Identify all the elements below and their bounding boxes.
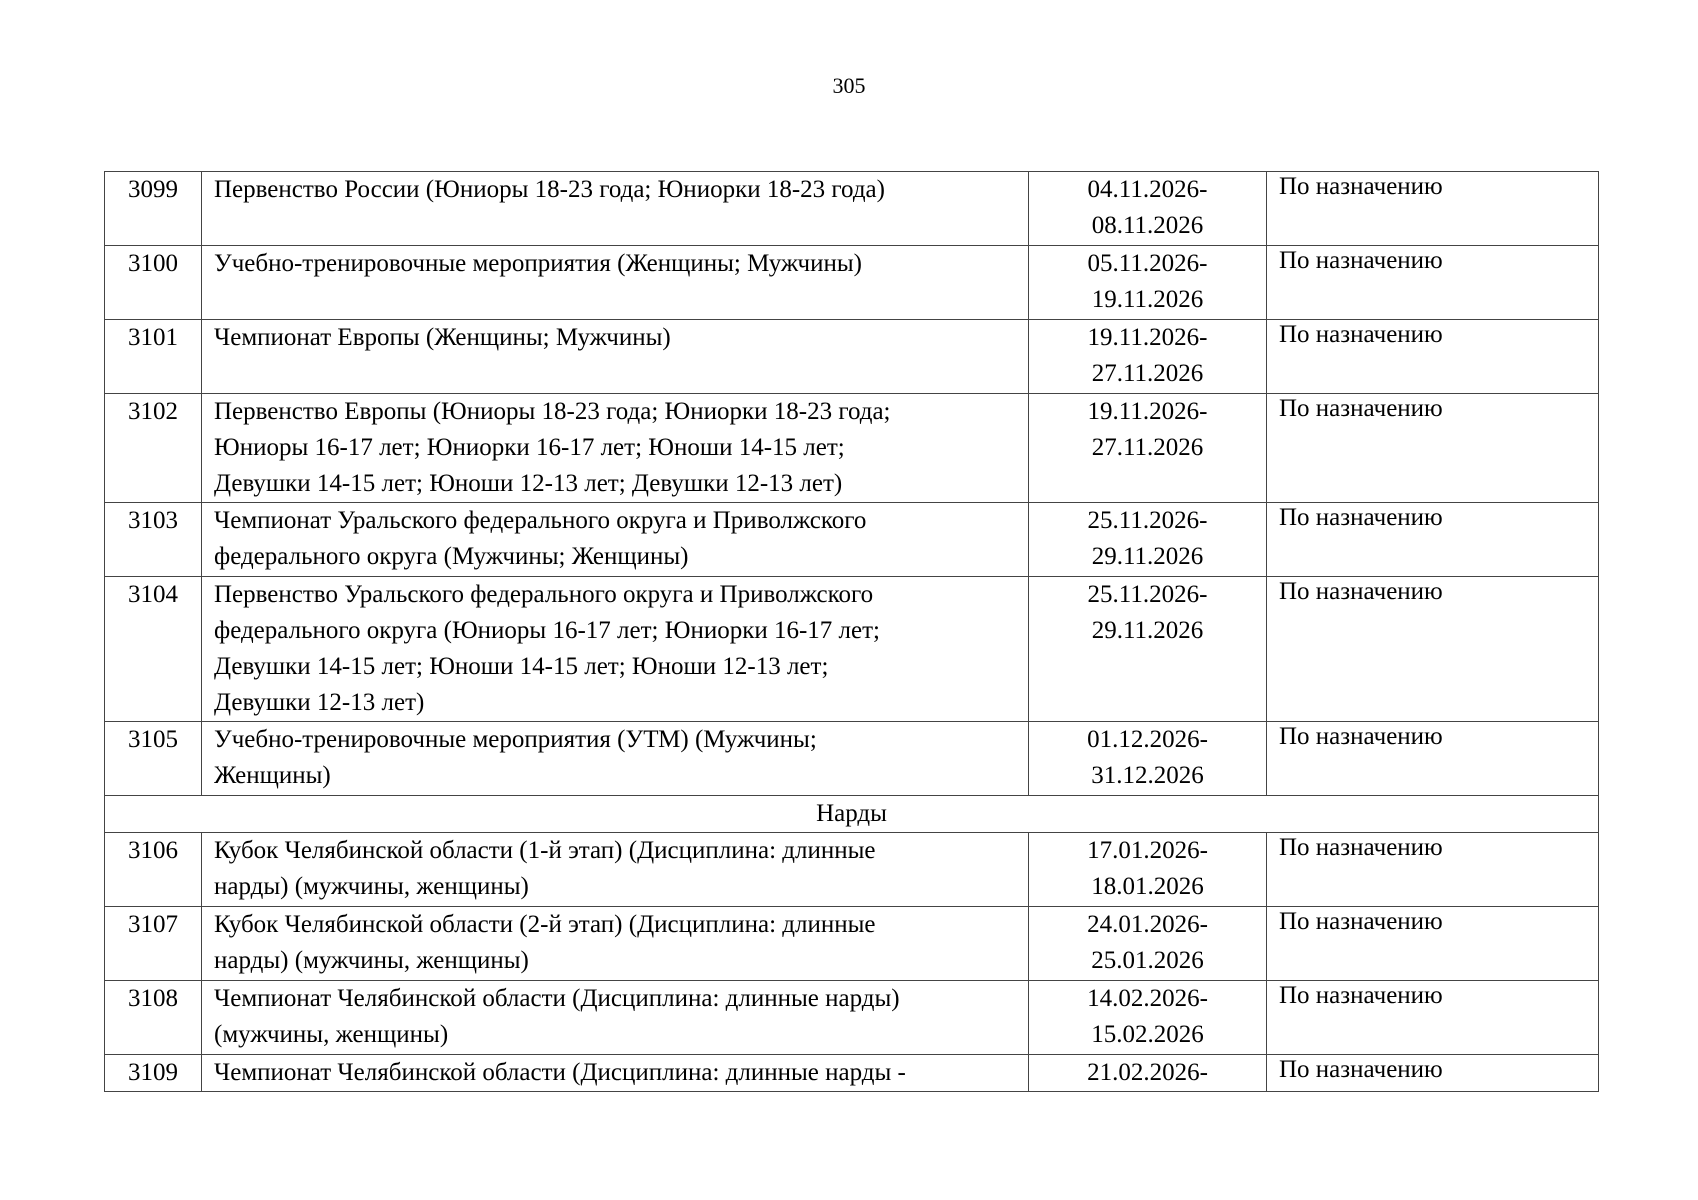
- event-name-line: Учебно-тренировочные мероприятия (Женщины; Мужчины): [214, 250, 862, 277]
- event-place: По назначению: [1267, 1055, 1599, 1092]
- event-date-line: 21.02.2026-: [1087, 1059, 1208, 1086]
- event-name: [202, 907, 1029, 981]
- event-name-line: Женщины): [214, 762, 331, 789]
- event-number: 3102: [105, 394, 202, 503]
- event-name-line: нарды) (мужчины, женщины): [214, 947, 529, 974]
- event-name-line: Кубок Челябинской области (1-й этап) (Дисциплина: длинные: [214, 837, 876, 864]
- event-date-line: 25.01.2026: [1091, 947, 1204, 974]
- event-date-line: 08.11.2026: [1091, 212, 1204, 239]
- event-number: 3106: [105, 833, 202, 907]
- page-number: 305: [832, 73, 866, 98]
- event-name-line: Первенство Уральского федерального округа и Приволжского: [214, 581, 874, 608]
- event-number: 3100: [105, 246, 202, 320]
- event-place: По назначению: [1267, 503, 1599, 577]
- table-row: [105, 394, 1599, 503]
- event-date-line: 27.11.2026: [1091, 434, 1204, 461]
- event-dates: [1029, 503, 1267, 577]
- event-date-line: 14.02.2026-: [1087, 985, 1208, 1012]
- event-date-line: 19.11.2026-: [1087, 324, 1208, 351]
- event-place: По назначению: [1267, 320, 1599, 394]
- event-date-line: 29.11.2026: [1091, 543, 1204, 570]
- event-place: По назначению: [1267, 394, 1599, 503]
- event-place: По назначению: [1267, 981, 1599, 1055]
- event-date-line: 19.11.2026: [1091, 286, 1204, 313]
- event-place: По назначению: [1267, 172, 1599, 246]
- event-date-line: 31.12.2026: [1091, 762, 1204, 789]
- table-row: [105, 907, 1599, 981]
- event-dates: [1029, 320, 1267, 394]
- table-row: [105, 981, 1599, 1055]
- event-number: 3104: [105, 577, 202, 722]
- table-row: [105, 172, 1599, 246]
- event-place: По назначению: [1267, 833, 1599, 907]
- events-table: [104, 171, 1599, 1092]
- event-name-line: Учебно-тренировочные мероприятия (УТМ) (Мужчины;: [214, 726, 817, 753]
- event-date-line: 18.01.2026: [1091, 873, 1204, 900]
- event-date-line: 15.02.2026: [1091, 1021, 1204, 1048]
- event-place: По назначению: [1267, 246, 1599, 320]
- event-name-line: Кубок Челябинской области (2-й этап) (Дисциплина: длинные: [214, 911, 876, 938]
- event-name-line: Чемпионат Челябинской области (Дисциплина: длинные нарды): [214, 985, 900, 1012]
- event-name-line: федерального округа (Юниоры 16-17 лет; Юниорки 16-17 лет;: [214, 617, 880, 644]
- event-name-line: федерального округа (Мужчины; Женщины): [214, 543, 689, 570]
- event-date-line: 19.11.2026-: [1087, 398, 1208, 425]
- event-number: 3101: [105, 320, 202, 394]
- event-dates: [1029, 907, 1267, 981]
- event-place: По назначению: [1267, 722, 1599, 796]
- event-date-line: 05.11.2026-: [1087, 250, 1208, 277]
- event-date-line: 04.11.2026-: [1087, 176, 1208, 203]
- event-name: [202, 503, 1029, 577]
- event-name: [202, 833, 1029, 907]
- event-name: [202, 1055, 1029, 1092]
- events-table-body: [105, 172, 1599, 1092]
- event-number: 3099: [105, 172, 202, 246]
- event-name-line: Первенство России (Юниоры 18-23 года; Юниорки 18-23 года): [214, 176, 885, 203]
- event-name-line: Девушки 14-15 лет; Юноши 12-13 лет; Девушки 12-13 лет): [214, 470, 843, 497]
- event-name: [202, 172, 1029, 246]
- table-row: [105, 722, 1599, 796]
- event-name: [202, 981, 1029, 1055]
- event-dates: [1029, 722, 1267, 796]
- table-row: [105, 577, 1599, 722]
- event-name: [202, 320, 1029, 394]
- table-row: [105, 833, 1599, 907]
- event-dates: [1029, 246, 1267, 320]
- event-number: 3105: [105, 722, 202, 796]
- event-dates: [1029, 394, 1267, 503]
- event-date-line: 01.12.2026-: [1087, 726, 1208, 753]
- event-date-line: 25.11.2026-: [1087, 581, 1208, 608]
- table-row: [105, 320, 1599, 394]
- event-dates: [1029, 981, 1267, 1055]
- table-row: [105, 503, 1599, 577]
- event-name-line: Юниоры 16-17 лет; Юниорки 16-17 лет; Юноши 14-15 лет;: [214, 434, 845, 461]
- event-place: По назначению: [1267, 907, 1599, 981]
- event-dates: [1029, 577, 1267, 722]
- event-date-line: 24.01.2026-: [1087, 911, 1208, 938]
- event-name: [202, 722, 1029, 796]
- event-number: 3103: [105, 503, 202, 577]
- event-dates: [1029, 833, 1267, 907]
- event-number: 3108: [105, 981, 202, 1055]
- event-dates: [1029, 1055, 1267, 1092]
- event-name-line: Чемпионат Челябинской области (Дисциплина: длинные нарды -: [214, 1059, 906, 1086]
- table-row: [105, 246, 1599, 320]
- event-name-line: Девушки 12-13 лет): [214, 689, 425, 716]
- event-date-line: 29.11.2026: [1091, 617, 1204, 644]
- event-date-line: 27.11.2026: [1091, 360, 1204, 387]
- event-place: По назначению: [1267, 577, 1599, 722]
- event-date-line: 25.11.2026-: [1087, 507, 1208, 534]
- event-name-line: Девушки 14-15 лет; Юноши 14-15 лет; Юноши 12-13 лет;: [214, 653, 829, 680]
- event-name-line: Чемпионат Европы (Женщины; Мужчины): [214, 324, 671, 351]
- section-title: Нарды: [105, 796, 1599, 833]
- event-number: 3109: [105, 1055, 202, 1092]
- event-dates: [1029, 172, 1267, 246]
- event-date-line: 17.01.2026-: [1087, 837, 1208, 864]
- event-name: [202, 246, 1029, 320]
- section-row: [105, 796, 1599, 833]
- event-number: 3107: [105, 907, 202, 981]
- event-name-line: Первенство Европы (Юниоры 18-23 года; Юниорки 18-23 года;: [214, 398, 891, 425]
- event-name: [202, 394, 1029, 503]
- event-name-line: Чемпионат Уральского федерального округа и Приволжского: [214, 507, 867, 534]
- event-name-line: (мужчины, женщины): [214, 1021, 449, 1048]
- table-row: [105, 1055, 1599, 1092]
- event-name: [202, 577, 1029, 722]
- event-name-line: нарды) (мужчины, женщины): [214, 873, 529, 900]
